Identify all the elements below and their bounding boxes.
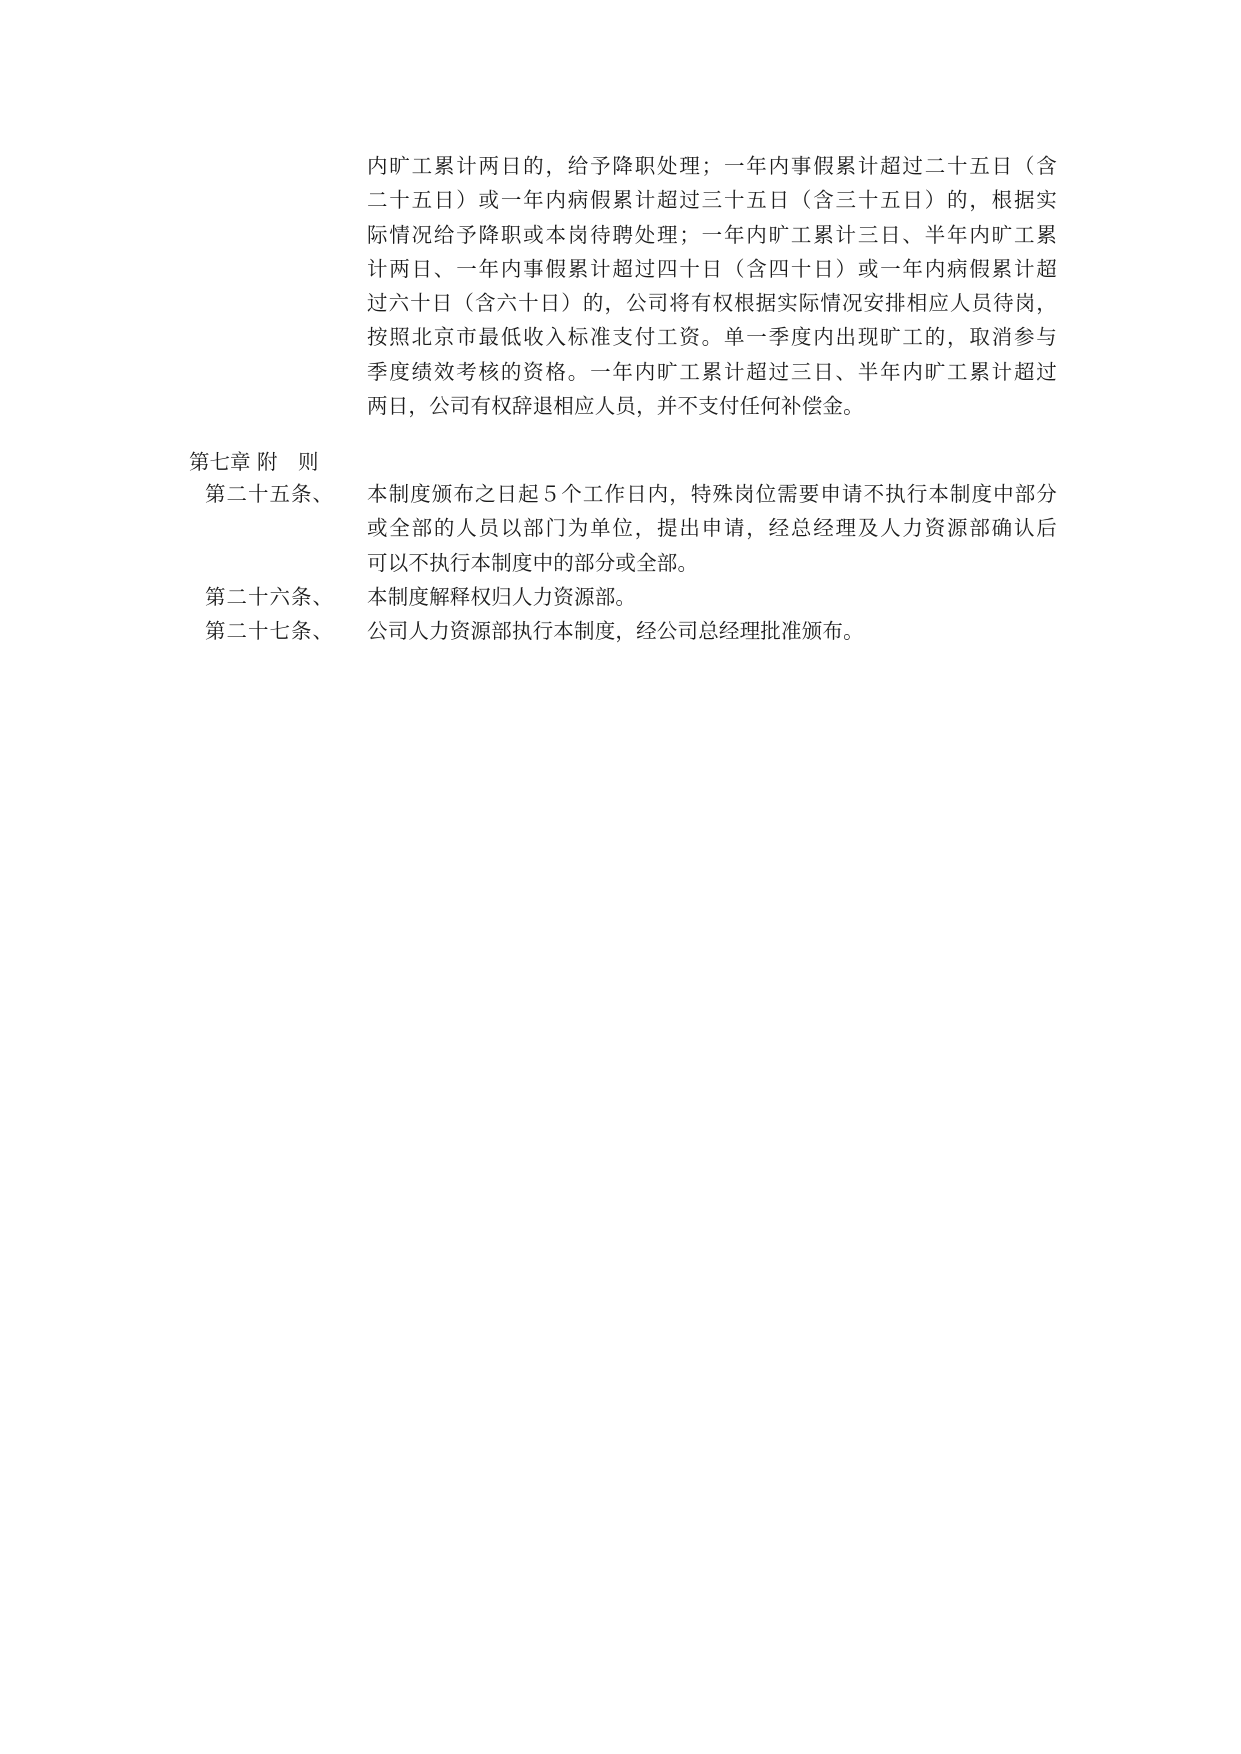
article-body bbox=[367, 580, 1057, 614]
article-label: 第二十六条、 bbox=[205, 585, 334, 609]
paragraph-line: 计两日、一年内事假累计超过四十日（含四十日）或一年内病假累计超 bbox=[367, 256, 1057, 281]
article-line: 本制度解释权归人力资源部。 bbox=[367, 585, 637, 609]
article-label: 第二十七条、 bbox=[205, 619, 334, 643]
chapter-heading: 第七章 附 则 bbox=[189, 450, 319, 474]
article-line: 可以不执行本制度中的部分或全部。 bbox=[367, 550, 699, 575]
article-line: 公司人力资源部执行本制度，经公司总经理批准颁布。 bbox=[367, 619, 864, 643]
article-line: 本制度颁布之日起５个工作日内，特殊岗位需要申请不执行本制度中部分 bbox=[367, 482, 1057, 506]
continued-paragraph bbox=[367, 149, 1057, 423]
paragraph-line: 过六十日（含六十日）的，公司将有权根据实际情况安排相应人员待岗， bbox=[367, 291, 1057, 316]
article-body bbox=[367, 477, 1057, 580]
article-line: 或全部的人员以部门为单位，提出申请，经总经理及人力资源部确认后 bbox=[367, 516, 1057, 541]
paragraph-line: 二十五日）或一年内病假累计超过三十五日（含三十五日）的，根据实 bbox=[367, 188, 1057, 213]
paragraph-line: 两日，公司有权辞退相应人员，并不支付任何补偿金。 bbox=[367, 394, 864, 419]
article-body bbox=[367, 614, 1057, 648]
paragraph-line: 季度绩效考核的资格。一年内旷工累计超过三日、半年内旷工累计超过 bbox=[367, 359, 1057, 384]
paragraph-line: 内旷工累计两日的，给予降职处理；一年内事假累计超过二十五日（含 bbox=[367, 154, 1057, 178]
paragraph-line: 按照北京市最低收入标准支付工资。单一季度内出现旷工的，取消参与 bbox=[367, 325, 1057, 350]
paragraph-line: 际情况给予降职或本岗待聘处理；一年内旷工累计三日、半年内旷工累 bbox=[367, 222, 1057, 247]
article-label: 第二十五条、 bbox=[205, 482, 334, 506]
